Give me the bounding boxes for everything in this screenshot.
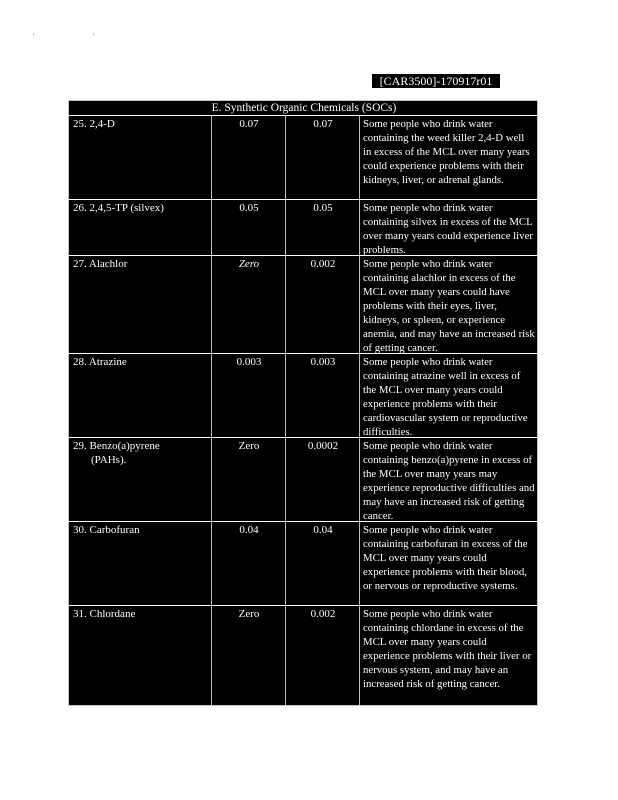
contaminant-name: 27. Alachlor <box>73 258 128 270</box>
contaminant-name: 30. Carbofuran <box>73 524 140 536</box>
health-effect: Some people who drink water containing atrazine well in excess of the MCL over many years could experience problems with their cardiovascular system or reproductive difficulties. <box>363 356 528 438</box>
mcl-value: 0.05 <box>313 202 333 214</box>
scan-specks: ' ' <box>33 32 123 42</box>
mclg-value: 0.07 <box>239 118 259 130</box>
contaminant-name: 25. 2,4-D <box>73 118 115 130</box>
mcl-value: 0.002 <box>310 258 336 270</box>
health-effect: Some people who drink water containing alachlor in excess of the MCL over many years could have problems with their eyes, liver, kidneys, or spleen, or experience anemia, and may have an increased risk of getting cancer. <box>363 258 535 354</box>
health-effect: Some people who drink water containing silvex in excess of the MCL over many years could experience liver problems. <box>363 202 533 256</box>
contaminant-name-line: 29. Benzo(a)pyrene <box>73 440 160 452</box>
table-caption: E. Synthetic Organic Chemicals (SOCs) <box>69 101 539 116</box>
contaminant-name <box>73 439 209 467</box>
mcl-value: 0.07 <box>313 118 333 130</box>
soc-table <box>68 100 538 706</box>
table-row <box>69 200 539 256</box>
mclg-value: Zero <box>238 258 260 270</box>
mclg-value: 0.04 <box>239 524 259 536</box>
table-row <box>69 522 539 606</box>
contaminant-name: 31. Chlordane <box>73 608 136 620</box>
health-effect: Some people who drink water containing carbofuran in excess of the MCL over many years could experience problems with their blood, or nervous or reproductive systems. <box>363 524 528 592</box>
mcl-value: 0.003 <box>310 356 336 368</box>
contaminant-name-continuation: (PAHs). <box>91 454 127 466</box>
mclg-value: Zero <box>238 608 260 620</box>
health-effect: Some people who drink water containing chlordane in excess of the MCL over many years could experience problems with their liver or nervous system, and may have an increased risk of getting cancer. <box>363 608 532 690</box>
mcl-value: 0.0002 <box>307 440 339 452</box>
mcl-value: 0.04 <box>313 524 333 536</box>
health-effect: Some people who drink water containing benzo(a)pyrene in excess of the MCL over many years may experience reproductive difficulties and may have an increased risk of getting cancer. <box>363 440 535 522</box>
health-effect: Some people who drink water containing the weed killer 2,4-D well in excess of the MCL over many years could experience problems with their kidneys, liver, or adrenal glands. <box>363 118 530 186</box>
mclg-value: 0.003 <box>236 356 262 368</box>
table-row <box>69 354 539 438</box>
table-row <box>69 438 539 522</box>
table-row <box>69 606 539 705</box>
contaminant-name: 28. Atrazine <box>73 356 127 368</box>
table-row <box>69 256 539 354</box>
document-id: [CAR3500]-170917r01 <box>372 74 500 88</box>
contaminant-name: 26. 2,4,5-TP (silvex) <box>73 202 164 214</box>
mclg-value: 0.05 <box>239 202 259 214</box>
mclg-value: Zero <box>238 440 260 452</box>
table-row <box>69 116 539 200</box>
mcl-value: 0.002 <box>310 608 336 620</box>
